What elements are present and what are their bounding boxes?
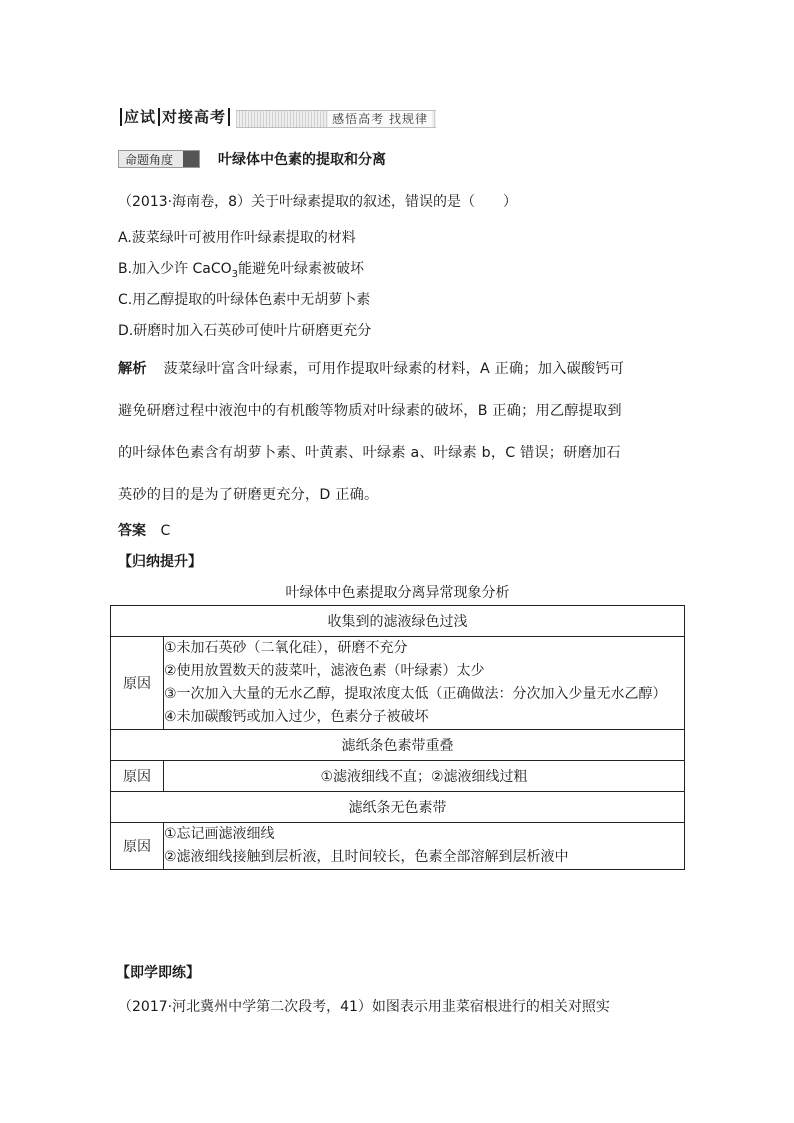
reason-item: ①滤液细线不直；②滤液细线过粗 [164,761,685,792]
section-header: 滤纸条色素带重叠 [111,730,685,761]
divider-bar [158,108,160,126]
banner-title [118,106,232,128]
answer-line [118,520,170,540]
reason-item: ①忘记画滤液细线 [164,826,275,842]
option-c: C.用乙醇提取的叶绿体色素中无胡萝卜素 [118,292,371,308]
table-caption: 叶绿体中色素提取分离异常现象分析 [285,585,510,601]
analysis-line-3: 的叶绿体色素含有胡萝卜素、叶黄素、叶绿素 a、叶绿素 b，C 错误；研磨加石 [118,445,621,461]
banner-title-part2: 对接高考 [162,108,227,126]
reason-label: 原因 [111,637,164,730]
section-header: 收集到的滤液绿色过浅 [111,606,685,637]
summary-heading: 【归纳提升】 [118,554,202,570]
table-row [111,823,685,870]
reason-item: ②使用放置数天的菠菜叶，滤液色素（叶绿素）太少 [164,663,485,679]
banner-subtitle: 感悟高考 找规律 [328,111,432,127]
divider-bar [228,108,230,126]
analysis-line-1: 解析 菠菜绿叶富含叶绿素，可用作提取叶绿素的材料，A 正确；加入碳酸钙可 [118,361,625,377]
reason-label: 原因 [111,761,164,792]
analysis-line-2: 避免研磨过程中液泡中的有机酸等物质对叶绿素的破坏，B 正确；用乙醇提取到 [118,403,622,419]
section-banner [118,106,436,128]
topic-title: 叶绿体中色素的提取和分离 [218,152,386,168]
option-d: D.研磨时加入石英砂可使叶片研磨更充分 [118,323,372,339]
option-b: B.加入少许 CaCO$_3$能避免叶绿素被破坏 [118,261,365,280]
banner-title-part1: 应试 [124,108,157,126]
topic-row [118,148,386,170]
answer-value: C [160,523,171,539]
table-row [111,730,685,761]
topic-tag: 命题角度 [118,150,200,168]
reason-item: ③一次加入大量的无水乙醇，提取浓度太低（正确做法：分次加入少量无水乙醇） [164,686,667,702]
analysis-line-4: 英砂的目的是为了研磨更充分，D 正确。 [118,487,379,503]
reason-item: ④未加碳酸钙或加入过少，色素分子被破坏 [164,709,429,725]
reason-item: ②滤液细线接触到层析液，且时间较长，色素全部溶解到层析液中 [164,849,569,865]
table-row [111,792,685,823]
reason-list [164,637,685,730]
question-stem: （2013·海南卷，8）关于叶绿素提取的叙述，错误的是（ ） [118,194,517,210]
practice-heading: 【即学即练】 [116,965,200,981]
section-header: 滤纸条无色素带 [111,792,685,823]
practice-stem: （2017·河北冀州中学第二次段考，41）如图表示用韭菜宿根进行的相关对照实 [118,999,610,1015]
analysis-table [110,605,685,870]
option-a: A.菠菜绿叶可被用作叶绿素提取的材料 [118,230,356,246]
divider-bar [120,108,122,126]
answer-label: 答案 [118,523,146,539]
banner-strip [236,110,436,128]
reason-item: ①未加石英砂（二氧化硅），研磨不充分 [164,640,408,656]
table-row [111,761,685,792]
table-row [111,606,685,637]
analysis-label: 解析 [118,361,147,377]
table-row [111,637,685,730]
reason-label: 原因 [111,823,164,870]
reason-list [164,823,685,870]
